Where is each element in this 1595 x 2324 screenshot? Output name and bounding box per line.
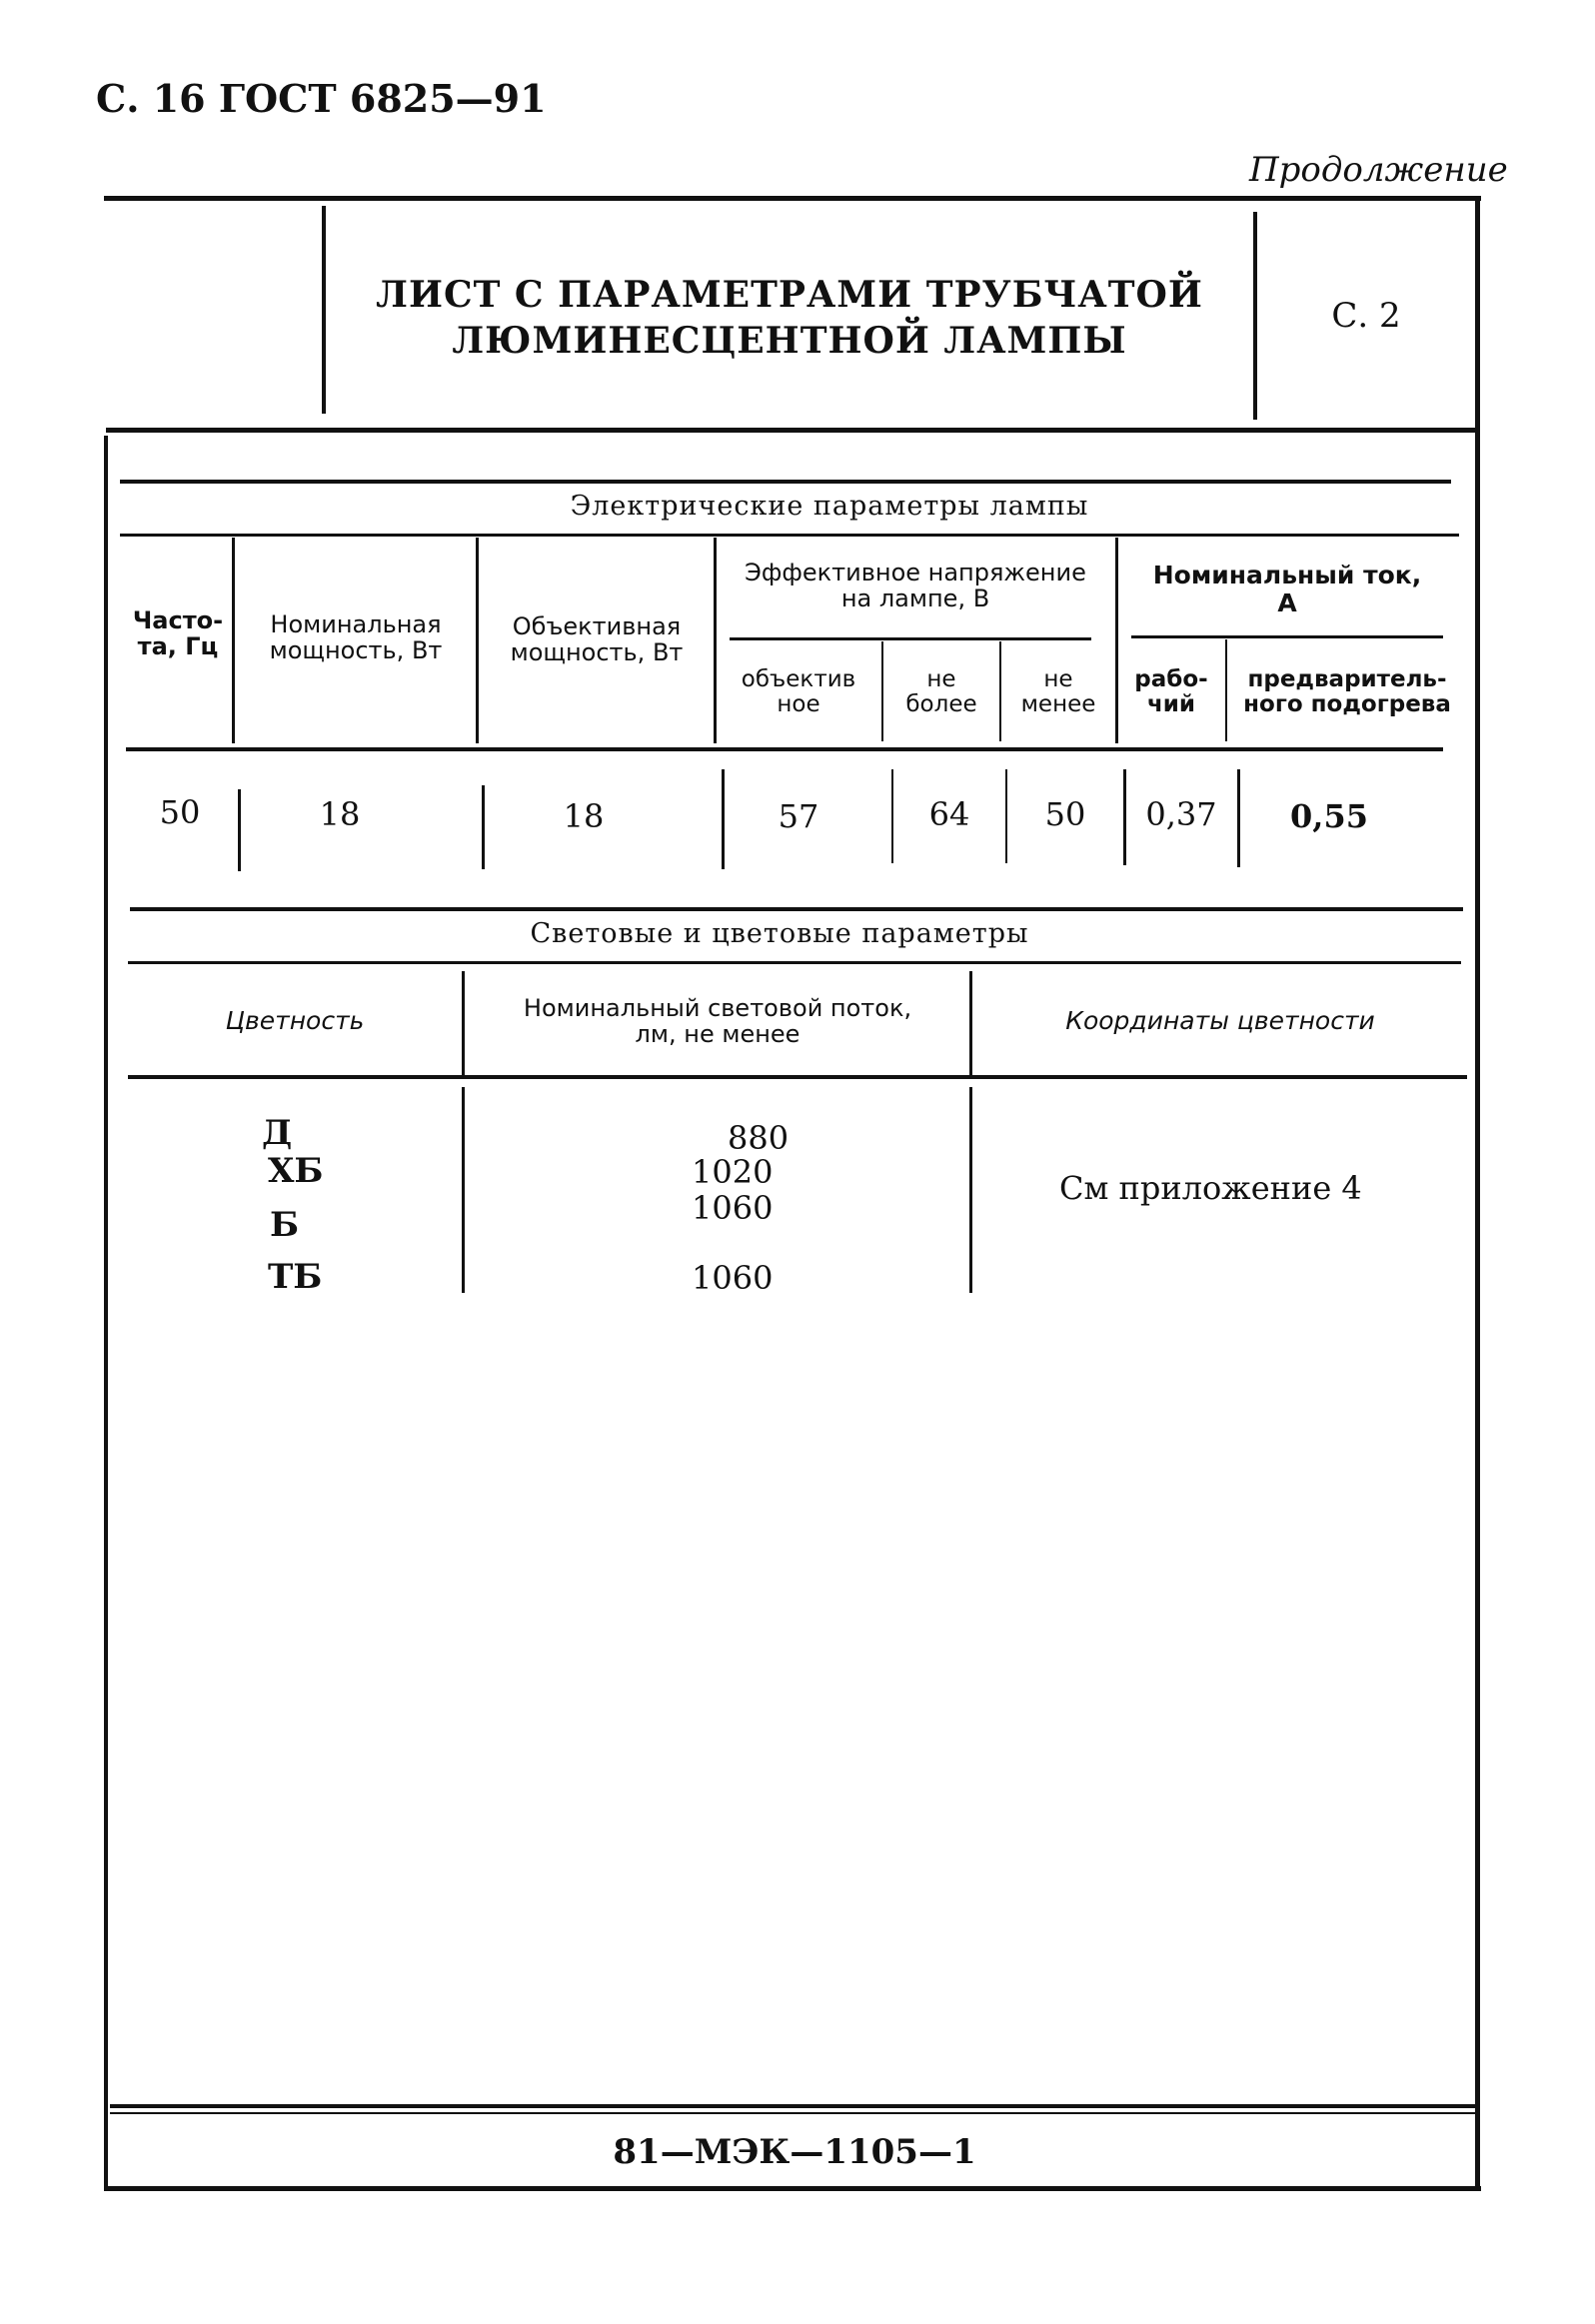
value-current-working: 0,37: [1145, 795, 1217, 833]
flux-row-1: 880: [728, 1119, 790, 1157]
electrical-top-rule: [120, 480, 1451, 484]
flux-row-3: 1060: [692, 1189, 774, 1227]
header-voltage-group: Эффективное напряжение на лампе, В: [745, 559, 1086, 613]
flux-row-4: 1060: [692, 1259, 774, 1297]
sheet-title-line2: ЛЮМИНЕСЦЕНТНОЙ ЛАМПЫ: [452, 320, 1127, 362]
title-divider-right: [1253, 212, 1257, 420]
frame-top: [104, 196, 1481, 201]
color-row-3: Б: [270, 1205, 300, 1245]
value-objective-power: 18: [563, 797, 605, 835]
flux-row-2: 1020: [692, 1153, 774, 1191]
light-caption-rule: [128, 961, 1461, 964]
electrical-header-bottom-rule: [126, 747, 1443, 751]
header-nominal-power: Номинальная мощность, Вт: [269, 610, 443, 665]
header-current-working: рабо- чий: [1134, 666, 1208, 718]
light-row-sep-2: [969, 1087, 972, 1293]
footer-code: 81—МЭК—1105—1: [613, 2132, 976, 2172]
light-col-sep-1: [462, 971, 465, 1075]
current-group-rule: [1131, 635, 1443, 638]
header-coords: Координаты цветности: [1065, 1006, 1375, 1035]
light-caption: Световые и цветовые параметры: [530, 918, 1029, 949]
continuation-label: Продолжение: [1249, 150, 1508, 190]
electrical-caption-rule: [120, 534, 1459, 537]
coords-value: См приложение 4: [1059, 1169, 1362, 1207]
light-top-rule: [130, 907, 1463, 911]
value-voltage-max: 64: [928, 795, 970, 833]
header-voltage-max: не более: [905, 666, 977, 718]
header-current-group: Номинальный ток, А: [1152, 561, 1422, 617]
footer-top-rule: [110, 2104, 1479, 2108]
value-nominal-power: 18: [319, 795, 361, 833]
electrical-caption: Электрические параметры лампы: [570, 491, 1089, 522]
col-sep-1: [232, 538, 235, 743]
header-frequency: Часто- та, Гц: [132, 606, 224, 661]
value-current-preheat: 0,55: [1290, 797, 1368, 835]
title-bottom-rule: [106, 428, 1479, 433]
frame-bottom: [104, 2186, 1481, 2191]
light-row-sep-1: [462, 1087, 465, 1293]
color-row-1: Д: [262, 1113, 293, 1153]
sheet-title-line1: ЛИСТ С ПАРАМЕТРАМИ ТРУБЧАТОЙ: [376, 274, 1203, 316]
sheet-page: С. 2: [1331, 296, 1401, 336]
col-sep-2: [476, 538, 479, 743]
frame-left: [104, 436, 108, 2190]
header-voltage-objective: объектив ное: [741, 666, 856, 718]
page-reference: С. 16 ГОСТ 6825—91: [96, 76, 547, 121]
header-color: Цветность: [225, 1006, 365, 1035]
color-row-2: ХБ: [268, 1151, 324, 1191]
header-current-preheat: предваритель- ного подогрева: [1243, 666, 1451, 718]
value-frequency: 50: [159, 793, 201, 831]
value-voltage-min: 50: [1044, 795, 1086, 833]
light-header-bottom-rule: [128, 1075, 1467, 1079]
voltage-group-rule: [730, 637, 1091, 640]
header-flux: Номинальный световой поток, лм, не менее: [523, 994, 912, 1049]
light-col-sep-2: [969, 971, 972, 1075]
value-voltage-objective: 57: [778, 797, 819, 835]
title-divider-left: [322, 206, 326, 414]
header-objective-power: Объективная мощность, Вт: [510, 612, 684, 667]
footer-inner-rule: [110, 2112, 1479, 2114]
color-row-4: ТБ: [268, 1257, 323, 1297]
header-voltage-min: не менее: [1020, 666, 1096, 718]
